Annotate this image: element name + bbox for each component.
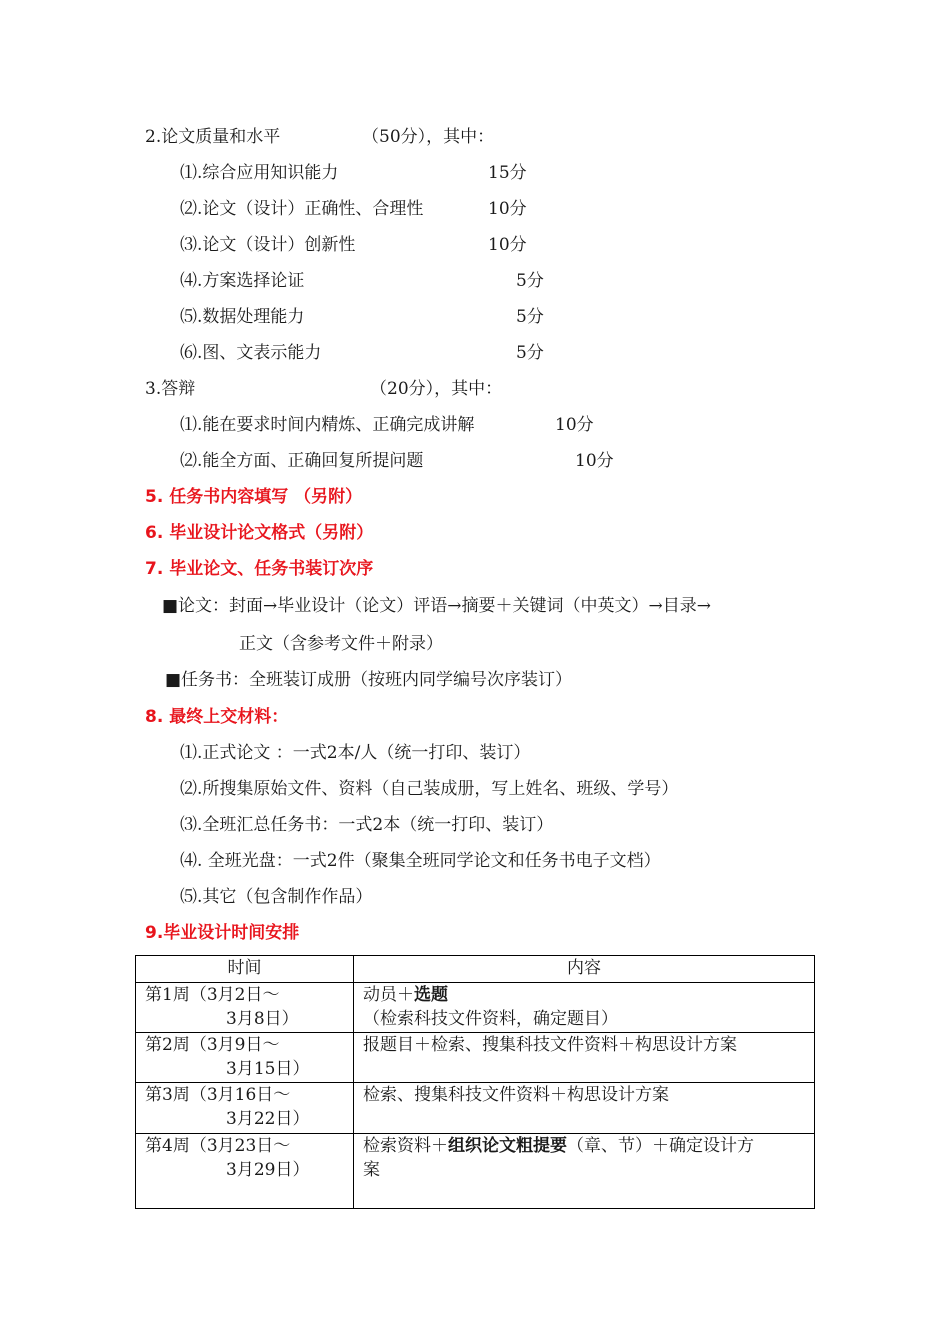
quality-item-label: ⑸.数据处理能力 [180,307,305,327]
defense-title: 3.答辩 [145,379,196,399]
content-line2: 案 [363,1160,380,1180]
content-text: 动员＋ [363,985,414,1005]
defense-item-score: 10分 [575,451,614,471]
table-row [136,1134,815,1209]
quality-item-score: 10分 [488,235,527,255]
material-item: ⑴.正式论文 ：一式2本/人（统一打印、装订） [180,743,531,763]
binding-thesis-line1: ■论文：封面→毕业设计（论文）评语→摘要＋关键词（中英文）→目录→ [162,596,712,616]
content-cell [354,1083,815,1134]
quality-points: （50分），其中： [362,127,495,147]
time-start: 第2周（3月9日～ [145,1035,280,1055]
heading-task-book: 5. 任务书内容填写 （另附） [145,487,363,507]
column-header-time: 时间 [136,956,354,983]
quality-item-score: 10分 [488,199,527,219]
content-cell [354,1134,815,1209]
quality-title: 2.论文质量和水平 [145,127,281,147]
time-cell [136,1083,354,1134]
quality-item-score: 5分 [516,307,544,327]
material-item: ⑷. 全班光盘：一式2件（聚集全班同学论文和任务书电子文档） [180,851,661,871]
content-emphasis: 组织论文粗提要 [448,1136,567,1156]
time-start: 第4周（3月23日～ [145,1136,291,1156]
quality-item-label: ⑹.图、文表示能力 [180,343,322,363]
heading-schedule: 9.毕业设计时间安排 [145,923,300,943]
time-start: 第3周（3月16日～ [145,1085,291,1105]
time-start: 第1周（3月2日～ [145,985,280,1005]
content-text: 报题目＋检索、搜集科技文件资料＋构思设计方案 [363,1035,737,1055]
material-item: ⑸.其它（包含制作作品） [180,887,373,907]
content-line2: （检索科技文件资料，确定题目） [363,1009,618,1029]
table-row [136,1083,815,1134]
table-row [136,983,815,1033]
time-cell [136,1134,354,1209]
content-text: 检索资料＋ [363,1136,448,1156]
defense-item-label: ⑵.能全方面、正确回复所提问题 [180,451,424,471]
content-text-post: （章、节）＋确定设计方 [567,1136,754,1156]
content-cell [354,983,815,1033]
defense-points: （20分），其中： [370,379,503,399]
heading-final-materials: 8. 最终上交材料： [145,707,289,727]
time-end: 3月22日） [226,1109,310,1129]
binding-task-line: ■任务书：全班装订成册（按班内同学编号次序装订） [165,670,573,690]
column-header-content: 内容 [354,956,815,983]
time-end: 3月15日） [226,1059,310,1079]
quality-item-score: 5分 [516,343,544,363]
defense-item-score: 10分 [555,415,594,435]
content-emphasis: 选题 [414,985,448,1005]
time-cell [136,983,354,1033]
quality-item-label: ⑶.论文（设计）创新性 [180,235,356,255]
quality-item-label: ⑷.方案选择论证 [180,271,305,291]
binding-thesis-line2: 正文（含参考文件＋附录） [239,634,443,654]
content-cell [354,1033,815,1083]
quality-item-score: 5分 [516,271,544,291]
time-end: 3月8日） [226,1009,299,1029]
time-end: 3月29日） [226,1160,310,1180]
heading-binding-order: 7. 毕业论文、任务书装订次序 [145,559,374,579]
defense-item-label: ⑴.能在要求时间内精炼、正确完成讲解 [180,415,475,435]
quality-item-score: 15分 [488,163,527,183]
heading-thesis-format: 6. 毕业设计论文格式（另附） [145,523,374,543]
content-text: 检索、搜集科技文件资料＋构思设计方案 [363,1085,669,1105]
table-header-row [136,956,815,983]
material-item: ⑶.全班汇总任务书：一式2本（统一打印、装订） [180,815,554,835]
quality-item-label: ⑵.论文（设计）正确性、合理性 [180,199,424,219]
schedule-table [135,955,815,1209]
quality-item-label: ⑴.综合应用知识能力 [180,163,339,183]
time-cell [136,1033,354,1083]
table-row [136,1033,815,1083]
material-item: ⑵.所搜集原始文件、资料（自己装成册，写上姓名、班级、学号） [180,779,679,799]
